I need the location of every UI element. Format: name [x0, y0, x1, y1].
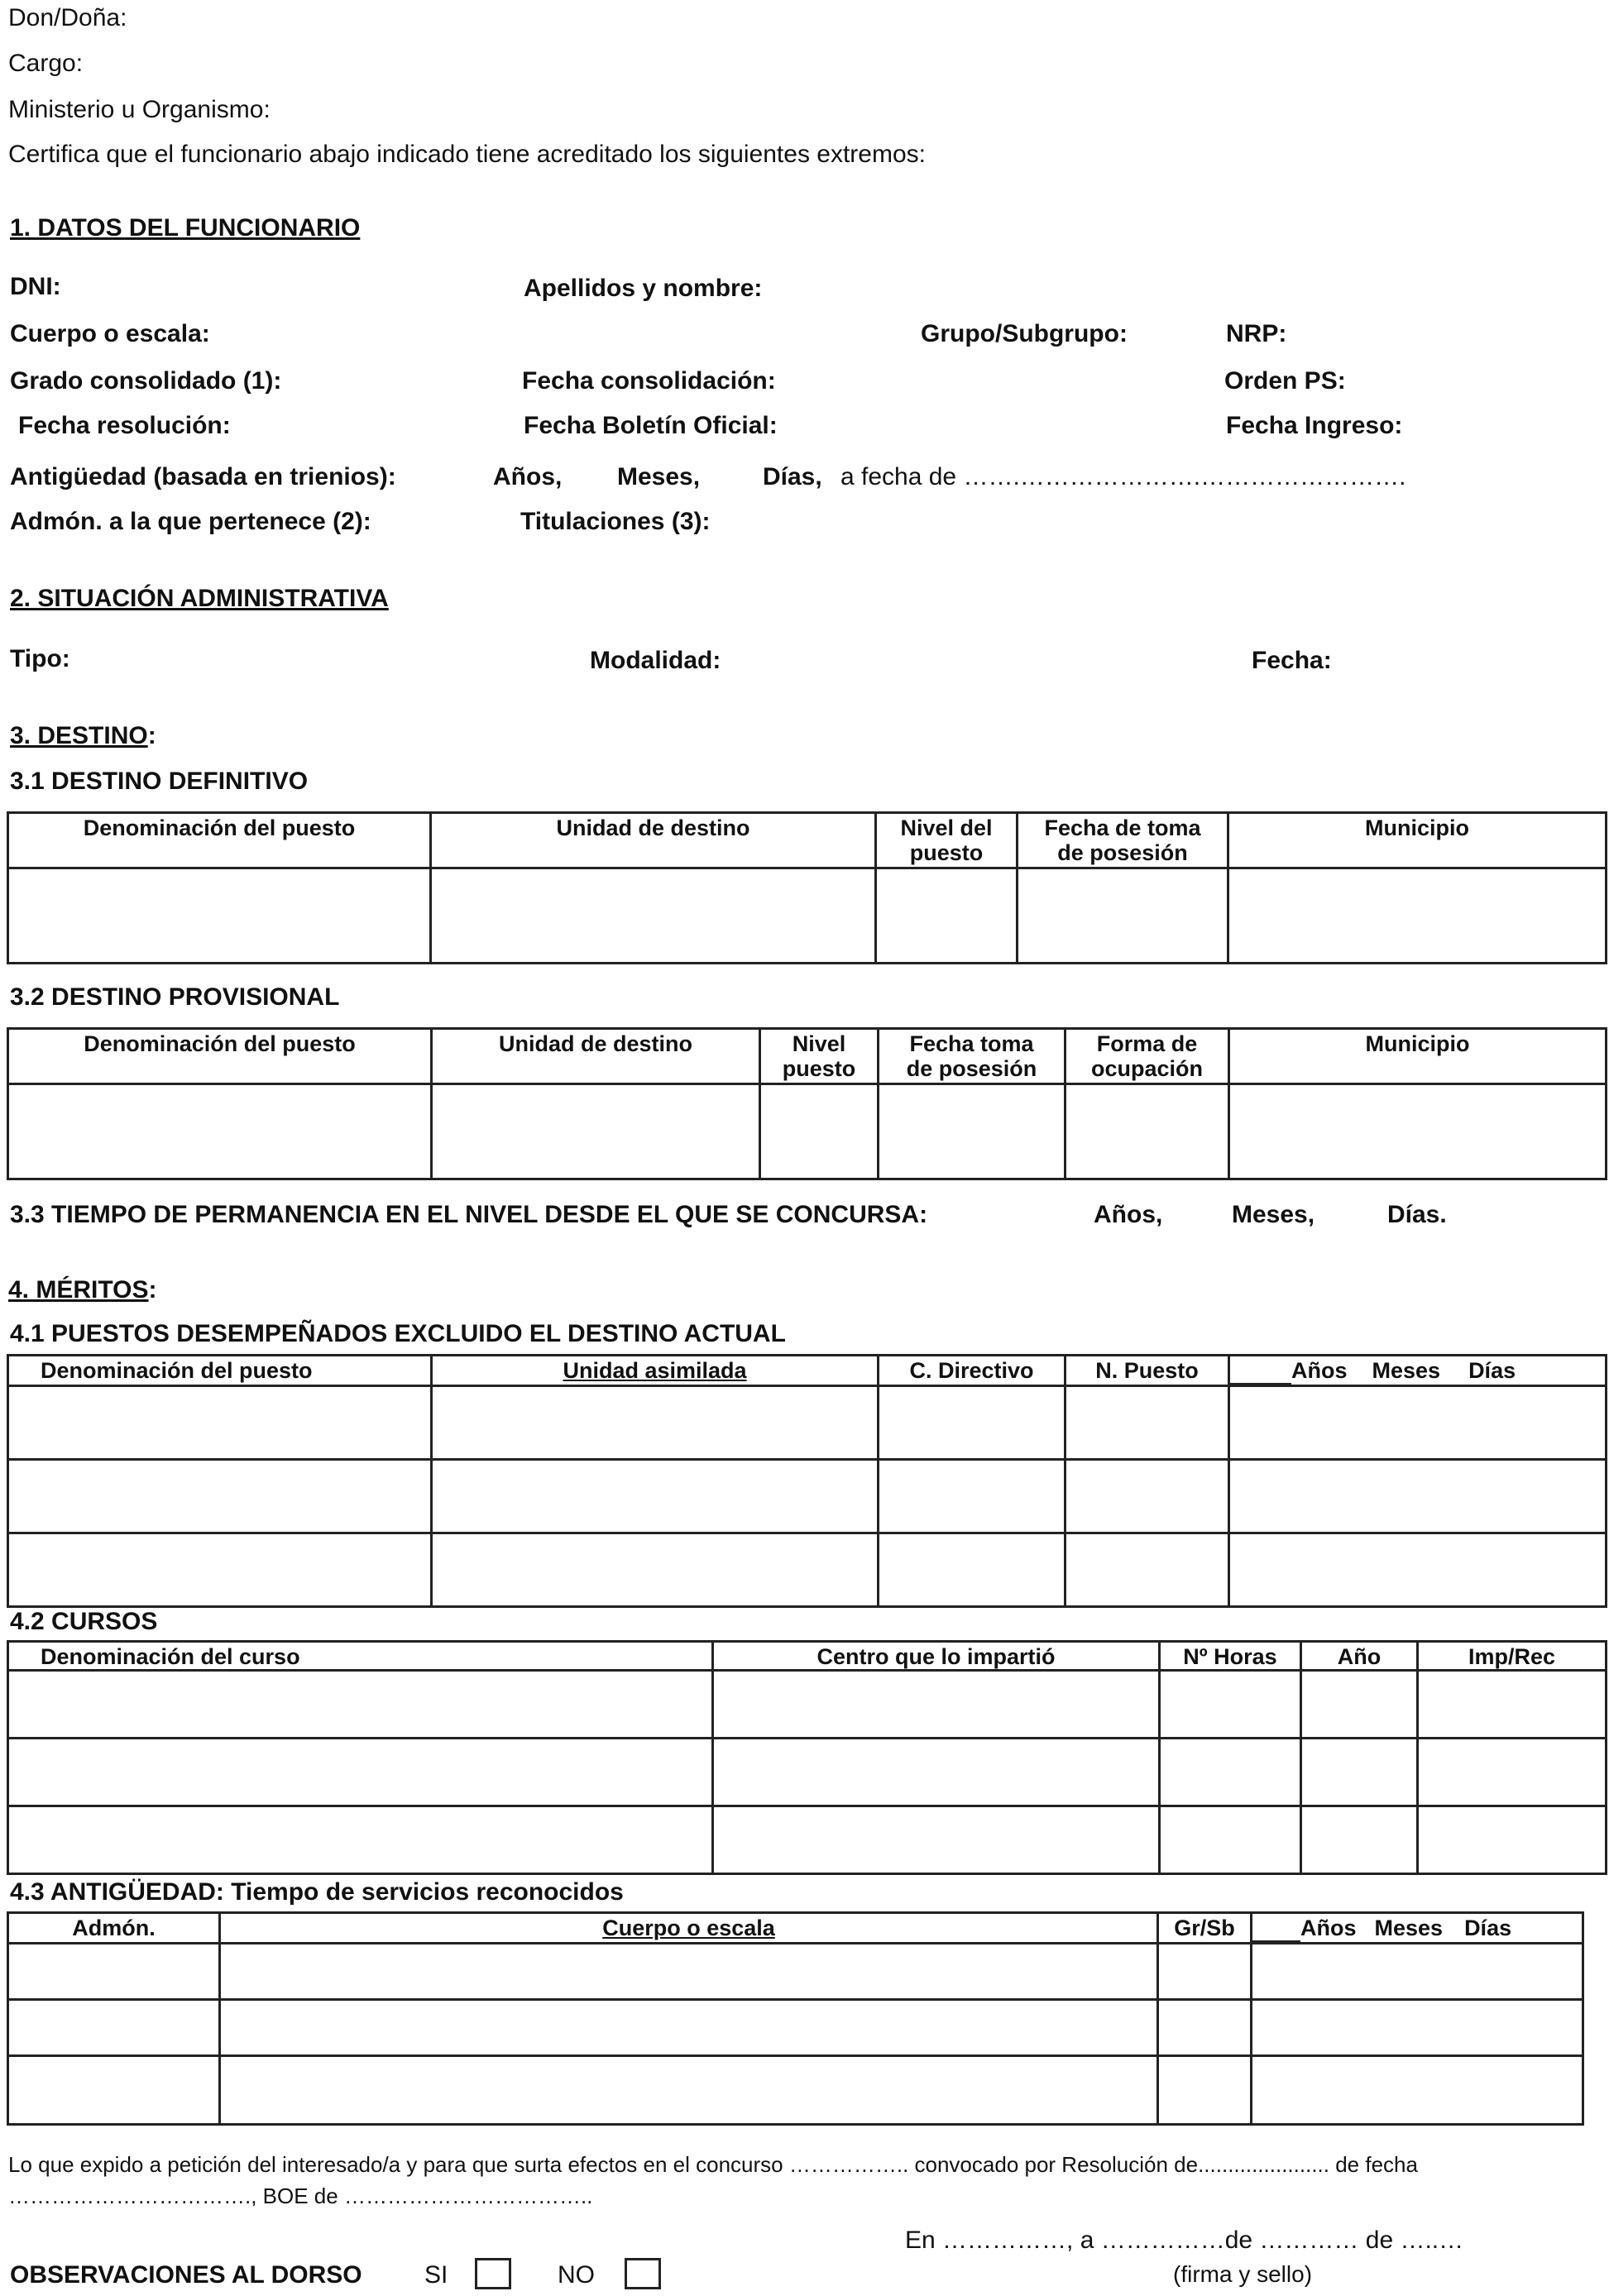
table-cell[interactable] [1228, 868, 1607, 964]
table-cell[interactable] [1065, 1533, 1229, 1607]
table-cell[interactable] [1252, 1944, 1583, 2000]
dur-spacer [1230, 1358, 1291, 1385]
col-imp-rec: Imp/Rec [1468, 1644, 1556, 1669]
cursos-table [7, 1640, 1607, 1875]
table-cell[interactable] [220, 2000, 1158, 2056]
header-cell [713, 1642, 1160, 1671]
expido-text-line1: Lo que expido a petición del interesado/a y para que surta efectos en el concurso …………….. convocado por Resolución de...................... de fecha [8, 2152, 1418, 2177]
cuerpo-label: Cuerpo o escala: [10, 320, 210, 347]
col-anos: Años [1291, 1358, 1348, 1383]
col-dias: Días [1464, 1916, 1512, 1940]
table-cell[interactable] [8, 1944, 220, 2000]
permanencia-dias: Días. [1387, 1201, 1447, 1228]
section-3-title [10, 724, 156, 749]
table-cell[interactable] [432, 1386, 879, 1460]
a-fecha-de: a fecha de …….………………….……………………. [840, 463, 1406, 490]
header-cell [8, 1913, 220, 1944]
col-gr-sb: Gr/Sb [1174, 1916, 1235, 1940]
table-cell[interactable] [1160, 1739, 1301, 1806]
section-4-colon: : [148, 1276, 157, 1303]
section-4-number: 4. [8, 1276, 30, 1303]
modalidad-label: Modalidad: [590, 647, 721, 674]
grado-label: Grado consolidado (1): [10, 367, 282, 395]
don-label: Don/Doña: [8, 4, 127, 31]
col-forma-ocupacion: Forma de ocupación [1065, 1029, 1229, 1084]
table-cell[interactable] [713, 1739, 1160, 1806]
ministerio-label: Ministerio u Organismo: [8, 96, 271, 123]
permanencia-meses: Meses, [1232, 1201, 1315, 1228]
section-4-text: MÉRITOS [29, 1276, 149, 1303]
header-cell [879, 1356, 1065, 1386]
fecha-ingreso-label: Fecha Ingreso: [1226, 412, 1403, 439]
table-cell[interactable] [713, 1671, 1160, 1739]
header-cell [1229, 1356, 1607, 1386]
col-meses: Meses [1374, 1916, 1444, 1940]
table-cell[interactable] [1160, 1806, 1301, 1874]
table-cell[interactable] [432, 1533, 879, 1607]
destino-provisional-table [7, 1027, 1607, 1180]
table-cell[interactable] [1229, 1533, 1607, 1607]
orden-ps-label: Orden PS: [1224, 367, 1346, 395]
en-fecha-line: En ……………, a ……………de ………… de …..… [905, 2227, 1464, 2254]
table-cell[interactable] [760, 1084, 879, 1179]
fecha-boletin-label: Fecha Boletín Oficial: [524, 412, 778, 439]
certifica-text: Certifica que el funcionario abajo indicado tiene acreditado los siguientes extremos: [8, 141, 926, 168]
firma-sello: (firma y sello) [1173, 2261, 1313, 2287]
section-3-number: 3. [10, 722, 31, 749]
antiguedad-anos: Años, [493, 463, 563, 490]
header-cell [8, 1029, 432, 1084]
table-cell[interactable] [8, 1671, 713, 1739]
cargo-label: Cargo: [8, 50, 84, 77]
table-cell[interactable] [8, 1806, 713, 1874]
tipo-label: Tipo: [10, 645, 70, 672]
nrp-label: NRP: [1226, 320, 1287, 347]
col-municipio: Municipio [1365, 816, 1469, 840]
header-cell [1252, 1913, 1583, 1944]
header-cell [1158, 1913, 1252, 1944]
col-ano: Año [1337, 1644, 1382, 1669]
table-cell[interactable] [879, 1084, 1065, 1179]
antiguedad-dias: Días, [763, 463, 822, 490]
permanencia-anos: Años, [1094, 1201, 1163, 1228]
table-cell[interactable] [431, 868, 876, 964]
fecha-situacion-label: Fecha: [1252, 647, 1332, 674]
antiguedad-label: Antigüedad (basada en trienios): [10, 463, 396, 490]
col-unidad-asimilada: Unidad asimilada [563, 1358, 747, 1383]
destino-definitivo-title: 3.1 DESTINO DEFINITIVO [10, 768, 309, 795]
table-cell[interactable] [8, 2056, 220, 2125]
table-cell[interactable] [8, 1739, 713, 1806]
table-cell[interactable] [1018, 868, 1228, 964]
table-cell[interactable] [1229, 1084, 1607, 1179]
header-cell [1229, 1029, 1607, 1084]
header-cell [432, 1356, 879, 1386]
table-cell[interactable] [1065, 1460, 1229, 1533]
col-dias: Días [1468, 1358, 1516, 1383]
cursos-title: 4.2 CURSOS [10, 1608, 158, 1635]
table-cell[interactable] [432, 1460, 879, 1533]
header-cell [1418, 1642, 1607, 1671]
table-cell[interactable] [1252, 2056, 1583, 2125]
destino-provisional-title: 3.2 DESTINO PROVISIONAL [10, 983, 340, 1011]
table-cell[interactable] [1252, 2000, 1583, 2056]
table-cell[interactable] [1065, 1084, 1229, 1179]
table-cell[interactable] [1158, 2056, 1252, 2125]
observaciones-label: OBSERVACIONES AL DORSO [10, 2261, 362, 2289]
dur-spacer [1252, 1916, 1300, 1942]
table-cell[interactable] [1158, 2000, 1252, 2056]
antiguedad-meses: Meses, [617, 463, 701, 490]
header-cell [1160, 1642, 1301, 1671]
col-unidad: Unidad de destino [556, 816, 750, 840]
col-horas: Nº Horas [1183, 1644, 1277, 1669]
table-cell[interactable] [1301, 1806, 1418, 1874]
no-label: NO [558, 2261, 595, 2289]
fecha-consolidacion-label: Fecha consolidación: [522, 367, 776, 395]
header-cell [1065, 1356, 1229, 1386]
fecha-resolucion-label: Fecha resolución: [18, 412, 231, 439]
table-cell[interactable] [1418, 1671, 1607, 1739]
puestos-title: 4.1 PUESTOS DESEMPEÑADOS EXCLUIDO EL DESTINO ACTUAL [10, 1320, 786, 1347]
puestos-table [7, 1354, 1607, 1608]
section-2-title [10, 586, 389, 611]
table-cell[interactable] [876, 868, 1018, 964]
table-cell[interactable] [1158, 1944, 1252, 2000]
section-3-text: DESTINO [31, 722, 148, 749]
table-cell[interactable] [8, 1084, 432, 1179]
col-fecha-toma: Fecha de toma de posesión [1018, 813, 1228, 868]
table-cell[interactable] [879, 1533, 1065, 1607]
table-cell[interactable] [1301, 1739, 1418, 1806]
header-cell [431, 813, 876, 868]
table-cell[interactable] [8, 2000, 220, 2056]
col-c-directivo: C. Directivo [909, 1358, 1034, 1383]
no-checkbox[interactable] [625, 2258, 661, 2289]
col-denominacion: Denominación del puesto [41, 1358, 313, 1383]
table-cell[interactable] [713, 1806, 1160, 1874]
header-cell [8, 1642, 713, 1671]
col-admon: Admón. [72, 1916, 156, 1940]
destino-definitivo-table [7, 811, 1607, 964]
header-cell [432, 1029, 760, 1084]
table-cell[interactable] [879, 1460, 1065, 1533]
permanencia-title: 3.3 TIEMPO DE PERMANENCIA EN EL NIVEL DESDE EL QUE SE CONCURSA: [10, 1201, 928, 1228]
section-1-title: 1. DATOS DEL FUNCIONARIO [10, 214, 361, 242]
col-centro: Centro que lo impartió [816, 1644, 1056, 1669]
col-n-puesto: N. Puesto [1095, 1358, 1199, 1383]
table-cell[interactable] [8, 1460, 432, 1533]
apellidos-label: Apellidos y nombre: [524, 275, 763, 302]
col-municipio: Municipio [1365, 1031, 1470, 1056]
col-denominacion-curso: Denominación del curso [41, 1644, 300, 1669]
table-cell[interactable] [8, 868, 431, 964]
col-anos: Años [1300, 1916, 1357, 1940]
table-cell[interactable] [1418, 1806, 1607, 1874]
header-cell [8, 1356, 432, 1386]
section-2-text: SITUACIÓN ADMINISTRATIVA [31, 585, 389, 612]
section-3-colon: : [147, 722, 156, 749]
table-cell[interactable] [220, 1944, 1158, 2000]
col-fecha-toma: Fecha toma de posesión [879, 1029, 1065, 1084]
table-cell[interactable] [8, 1386, 432, 1460]
header-cell [220, 1913, 1158, 1944]
col-nivel: Nivel puesto [760, 1029, 879, 1084]
expido-text-line2: ……………………………., BOE de …………………………….. [8, 2184, 593, 2208]
table-cell[interactable] [220, 2056, 1158, 2125]
section-4-title [8, 1278, 157, 1303]
table-cell[interactable] [879, 1386, 1065, 1460]
col-denominacion: Denominación del puesto [83, 816, 356, 840]
table-cell[interactable] [1418, 1739, 1607, 1806]
titulaciones-label: Titulaciones (3): [520, 508, 711, 535]
table-cell[interactable] [1301, 1671, 1418, 1739]
table-cell[interactable] [1229, 1460, 1607, 1533]
header-cell [1301, 1642, 1418, 1671]
table-cell[interactable] [1160, 1671, 1301, 1739]
table-cell[interactable] [432, 1084, 760, 1179]
si-label: SI [424, 2261, 448, 2289]
section-2-number: 2. [10, 585, 31, 612]
col-denominacion: Denominación del puesto [84, 1031, 356, 1056]
header-cell [1228, 813, 1607, 868]
grupo-label: Grupo/Subgrupo: [921, 320, 1128, 347]
antiguedad-table [7, 1911, 1584, 2126]
header-cell [8, 813, 431, 868]
table-cell[interactable] [1229, 1386, 1607, 1460]
admon-label: Admón. a la que pertenece (2): [10, 508, 371, 535]
table-cell[interactable] [8, 1533, 432, 1607]
si-checkbox[interactable] [475, 2258, 511, 2289]
col-nivel: Nivel del puesto [876, 813, 1018, 868]
table-cell[interactable] [1065, 1386, 1229, 1460]
col-unidad: Unidad de destino [498, 1031, 692, 1056]
col-cuerpo: Cuerpo o escala [602, 1916, 775, 1940]
antiguedad-servicios-title: 4.3 ANTIGÜEDAD: Tiempo de servicios reconocidos [10, 1878, 624, 1906]
col-meses: Meses [1372, 1358, 1441, 1383]
dni-label: DNI: [10, 273, 61, 300]
